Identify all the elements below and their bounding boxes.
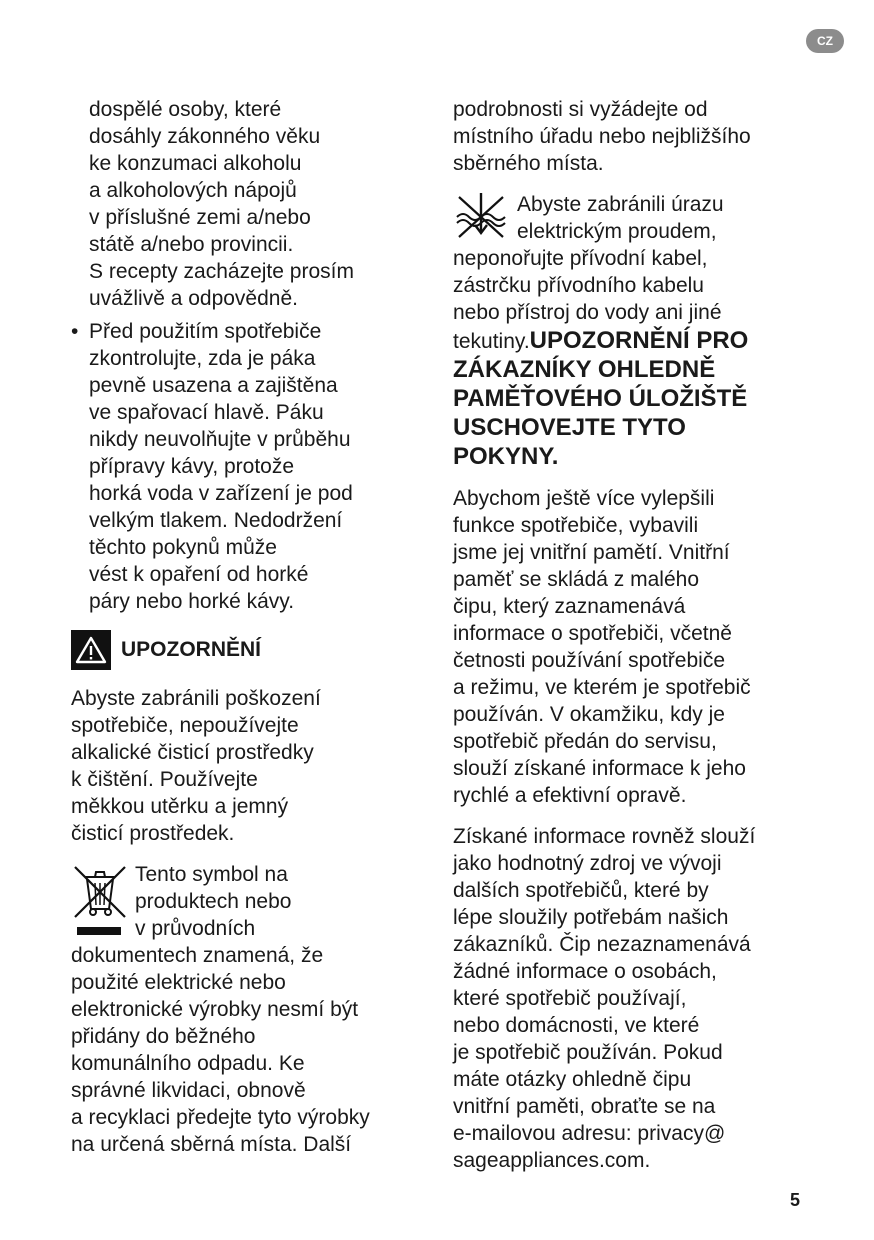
- text-line: použité elektrické nebo: [71, 971, 286, 994]
- text-line: ke konzumaci alkoholu: [89, 152, 302, 175]
- text-line: jako hodnotný zdroj ve vývoji: [453, 852, 722, 875]
- text-line: dospělé osoby, které: [89, 98, 282, 121]
- text-line: v průvodních: [135, 917, 256, 940]
- text-line: přípravy kávy, protože: [89, 455, 295, 478]
- text-line: velkým tlakem. Nedodržení: [89, 509, 343, 532]
- text-line: produktech nebo: [135, 890, 292, 913]
- memory-notice-heading: UPOZORNĚNÍ PRO: [529, 327, 749, 354]
- text-line: lépe sloužily potřebám našich: [453, 906, 729, 929]
- text-line: státě a/nebo provincii.: [89, 233, 294, 256]
- text-line: zástrčku přívodního kabelu: [453, 274, 704, 297]
- text-line: [453, 326, 813, 355]
- text-line: k čištění. Používejte: [71, 768, 258, 791]
- crossed-bin-icon: [71, 861, 129, 941]
- text-line: Abychom ještě více vylepšili: [453, 487, 715, 510]
- weee-paragraph: [71, 861, 431, 1158]
- text-line: elektrickým proudem,: [517, 220, 717, 243]
- text-line: a režimu, ve kterém je spotřebič: [453, 676, 751, 699]
- text-line: žádné informace o osobách,: [453, 960, 717, 983]
- text-line: čisticí prostředek.: [71, 822, 235, 845]
- memory-notice-heading-line: POKYNY.: [453, 443, 559, 470]
- bullet-item: [71, 318, 431, 615]
- electric-shock-paragraph: [453, 191, 813, 471]
- page-number: 5: [790, 1190, 801, 1210]
- text-line: vnitřní paměti, obraťte se na: [453, 1095, 716, 1118]
- text-line: S recepty zacházejte prosím: [89, 260, 354, 283]
- text-line: komunálního odpadu. Ke: [71, 1052, 305, 1075]
- text-line: těchto pokynů může: [89, 536, 277, 559]
- text-line: informace o spotřebiči, včetně: [453, 622, 732, 645]
- text-line: pevně usazena a zajištěna: [89, 374, 338, 397]
- bullet-dot: •: [71, 320, 79, 343]
- text-line: zkontrolujte, zda je páka: [89, 347, 316, 370]
- text-line: jsme jej vnitřní pamětí. Vnitřní: [453, 541, 730, 564]
- email-text: sageappliances.com.: [453, 1149, 651, 1172]
- text-line: rychlé a efektivní opravě.: [453, 784, 687, 807]
- text-line: je spotřebič používán. Pokud: [453, 1041, 723, 1064]
- text-line: alkalické čisticí prostředky: [71, 741, 314, 764]
- text-line: a recyklaci předejte tyto výrobky: [71, 1106, 370, 1129]
- text-line: spotřebič předán do servisu,: [453, 730, 717, 753]
- text-line: a alkoholových nápojů: [89, 179, 297, 202]
- text-line: správné likvidaci, obnově: [71, 1079, 306, 1102]
- memory-notice-heading-line: ZÁKAZNÍKY OHLEDNĚ: [453, 356, 716, 383]
- text-line: na určená sběrná místa. Další: [71, 1133, 352, 1156]
- warning-icon: [71, 630, 111, 670]
- continuation-paragraph: [453, 96, 813, 177]
- text-line: nebo domácnosti, ve které: [453, 1014, 700, 1037]
- text-line: čipu, který zaznamenává: [453, 595, 686, 618]
- text-line: vést k opaření od horké: [89, 563, 309, 586]
- text-line: e-mailovou adresu: privacy@: [453, 1122, 726, 1145]
- text-fragment: tekutiny.: [453, 330, 530, 353]
- text-line: Tento symbol na: [135, 863, 288, 886]
- text-line: nebo přístroj do vody ani jiné: [453, 301, 722, 324]
- text-line: v příslušné zemi a/nebo: [89, 206, 311, 229]
- right-column: [453, 96, 813, 1174]
- memory-notice-heading-line: USCHOVEJTE TYTO: [453, 414, 686, 441]
- memory-paragraph: [453, 485, 813, 809]
- text-line: horká voda v zařízení je pod: [89, 482, 353, 505]
- text-line: podrobnosti si vyžádejte od: [453, 98, 708, 121]
- text-line: Před použitím spotřebiče: [89, 320, 322, 343]
- text-line: sběrného místa.: [453, 152, 604, 175]
- text-line: funkce spotřebiče, vybavili: [453, 514, 699, 537]
- text-line: používán. V okamžiku, kdy je: [453, 703, 725, 726]
- text-line: ve spařovací hlavě. Páku: [89, 401, 324, 424]
- text-line: Získané informace rovněž slouží: [453, 825, 756, 848]
- left-column: [71, 96, 431, 1158]
- language-badge: CZ: [806, 29, 844, 53]
- text-line: nikdy neuvolňujte v průběhu: [89, 428, 351, 451]
- info-paragraph: [453, 823, 813, 1174]
- text-line: neponořujte přívodní kabel,: [453, 247, 708, 270]
- text-line: četnosti používání spotřebiče: [453, 649, 725, 672]
- text-line: které spotřebič používají,: [453, 987, 687, 1010]
- text-line: uvážlivě a odpovědně.: [89, 287, 298, 310]
- text-line: slouží získané informace k jeho: [453, 757, 746, 780]
- text-line: Abyste zabránili úrazu: [517, 193, 724, 216]
- intro-paragraph: [71, 96, 431, 312]
- text-line: páry nebo horké kávy.: [89, 590, 295, 613]
- text-line: dokumentech znamená, že: [71, 944, 324, 967]
- text-line: elektronické výrobky nesmí být: [71, 998, 359, 1021]
- text-line: paměť se skládá z malého: [453, 568, 700, 591]
- text-line: přidány do běžného: [71, 1025, 256, 1048]
- text-line: dalších spotřebičů, které by: [453, 879, 709, 902]
- text-line: máte otázky ohledně čipu: [453, 1068, 692, 1091]
- warning-heading: [71, 629, 431, 671]
- text-line: dosáhly zákonného věku: [89, 125, 321, 148]
- memory-notice-heading-line: PAMĚŤOVÉHO ÚLOŽIŠTĚ: [453, 385, 748, 412]
- no-water-immersion-icon: [453, 191, 509, 245]
- text-line: spotřebiče, nepoužívejte: [71, 714, 299, 737]
- text-line: Abyste zabránili poškození: [71, 687, 321, 710]
- text-line: měkkou utěrku a jemný: [71, 795, 289, 818]
- text-line: místního úřadu nebo nejbližšího: [453, 125, 751, 148]
- text-line: zákazníků. Čip nezaznamenává: [453, 933, 751, 956]
- warning-paragraph: [71, 685, 431, 847]
- warning-title: UPOZORNĚNÍ: [121, 638, 262, 661]
